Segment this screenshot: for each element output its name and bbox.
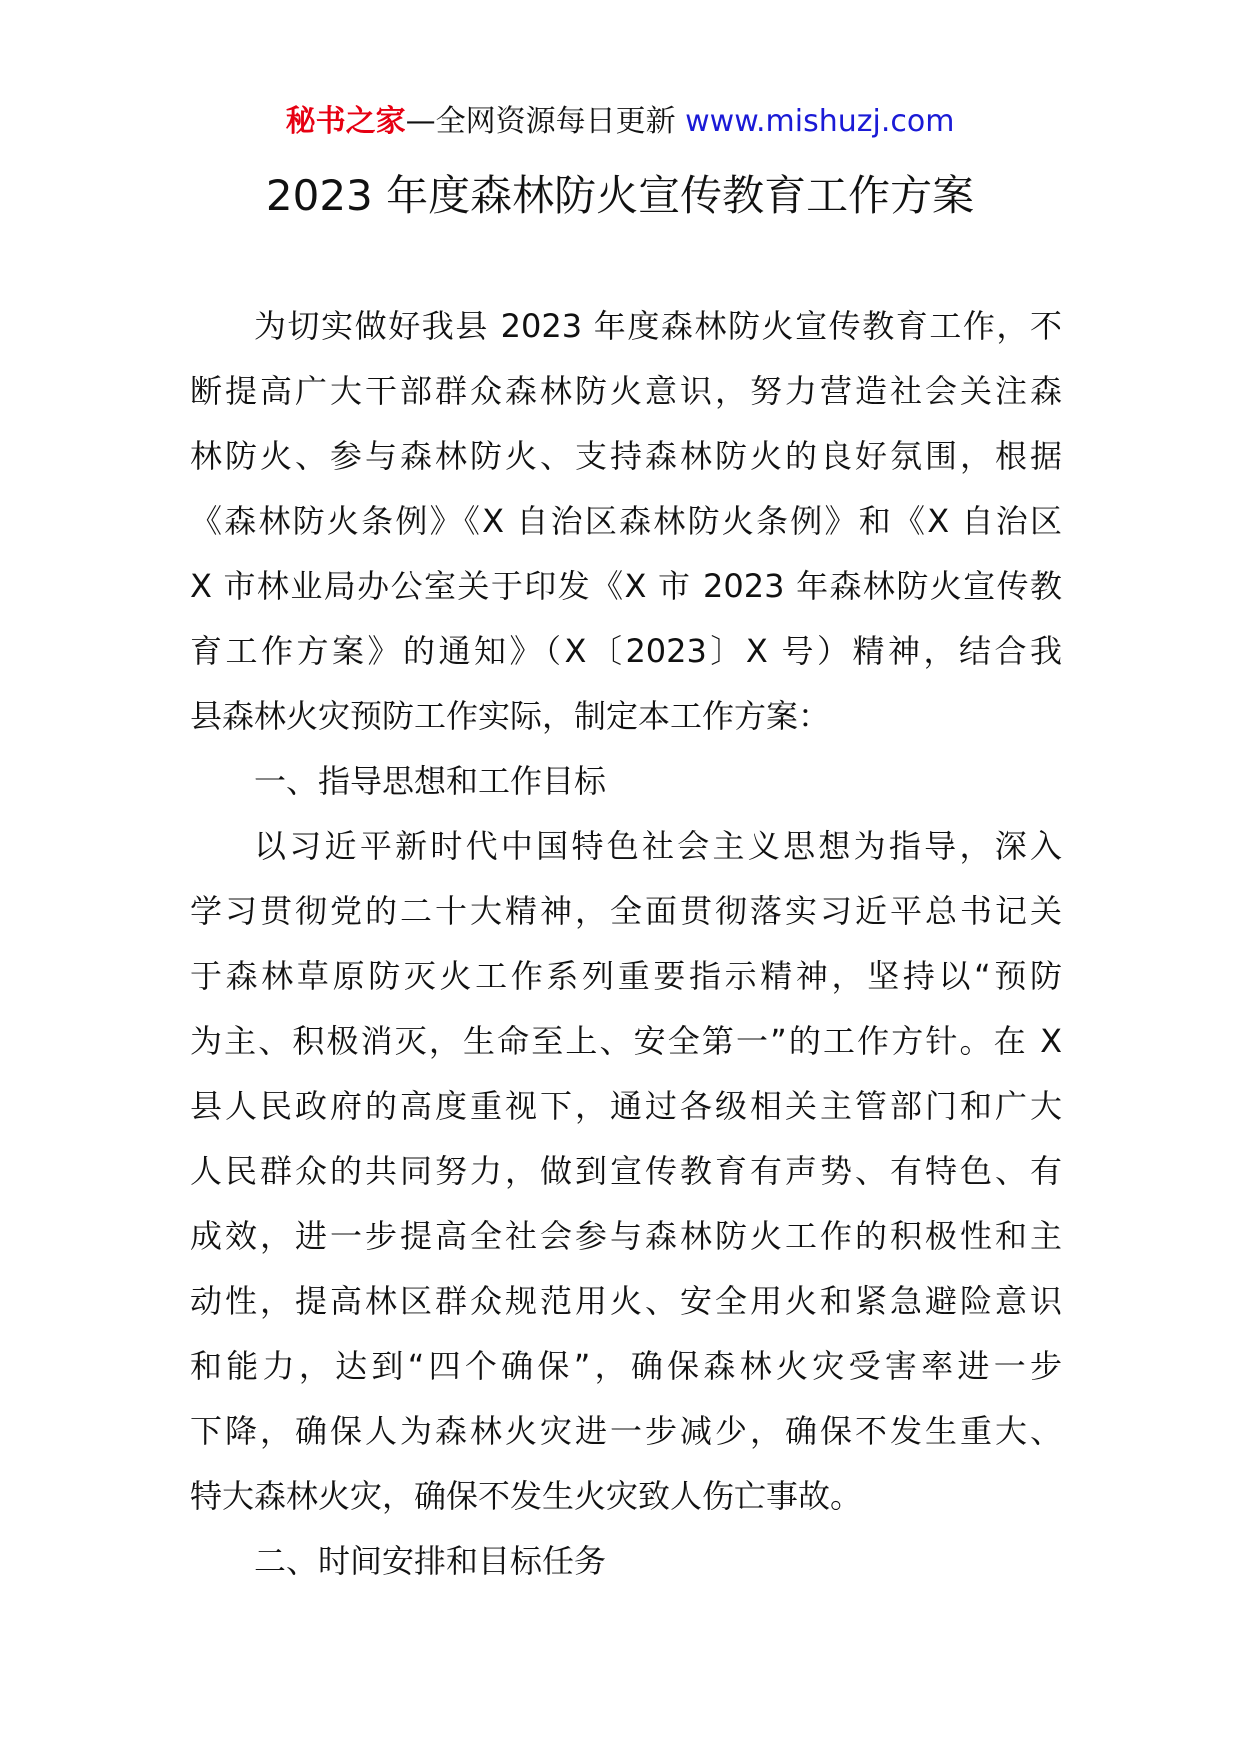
- section-heading-2: 二、时间安排和目标任务: [254, 1542, 607, 1580]
- paragraph-line: X 市林业局办公室关于印发《X 市 2023 年森林防火宣传教: [190, 567, 1062, 605]
- paragraph-line: 为主、积极消灭，生命至上、安全第一”的工作方针。在 X: [190, 1022, 1062, 1060]
- site-url-link[interactable]: www.mishuzj.com: [685, 104, 955, 139]
- paragraph-line: 和能力，达到“四个确保”，确保森林火灾受害率进一步: [190, 1347, 1062, 1385]
- paragraph-line: 林防火、参与森林防火、支持森林防火的良好氛围，根据: [190, 437, 1062, 475]
- paragraph-line: 人民群众的共同努力，做到宣传教育有声势、有特色、有: [190, 1152, 1062, 1190]
- site-brand: 秘书之家: [285, 104, 406, 139]
- paragraph-line: 成效，进一步提高全社会参与森林防火工作的积极性和主: [190, 1217, 1062, 1255]
- paragraph-line: 动性，提高林区群众规范用火、安全用火和紧急避险意识: [190, 1282, 1062, 1320]
- site-slogan: —全网资源每日更新: [405, 104, 676, 139]
- paragraph-line: 断提高广大干部群众森林防火意识，努力营造社会关注森: [190, 372, 1062, 410]
- paragraph-line: 县森林火灾预防工作实际，制定本工作方案：: [190, 697, 831, 735]
- paragraph-line: 特大森林火灾，确保不发生火灾致人伤亡事故。: [190, 1477, 863, 1515]
- document-body: [190, 294, 1062, 1594]
- paragraph-line: 县人民政府的高度重视下，通过各级相关主管部门和广大: [190, 1087, 1062, 1125]
- paragraph-line: 以习近平新时代中国特色社会主义思想为指导，深入: [254, 827, 1062, 865]
- section-heading-1: 一、指导思想和工作目标: [254, 762, 607, 800]
- paragraph-line: 下降，确保人为森林火灾进一步减少，确保不发生重大、: [190, 1412, 1062, 1450]
- paragraph-line: 学习贯彻党的二十大精神，全面贯彻落实习近平总书记关: [190, 892, 1062, 930]
- paragraph-line: 育工作方案》的通知》（X〔2023〕X 号）精神，结合我: [190, 632, 1062, 670]
- paragraph-line: 为切实做好我县 2023 年度森林防火宣传教育工作，不: [254, 307, 1062, 345]
- paragraph-line: 《森林防火条例》《X 自治区森林防火条例》和《X 自治区: [190, 502, 1062, 540]
- document-title: 2023 年度森林防火宣传教育工作方案: [265, 171, 975, 220]
- site-header: [0, 100, 1240, 144]
- paragraph-line: 于森林草原防灭火工作系列重要指示精神，坚持以“预防: [190, 957, 1062, 995]
